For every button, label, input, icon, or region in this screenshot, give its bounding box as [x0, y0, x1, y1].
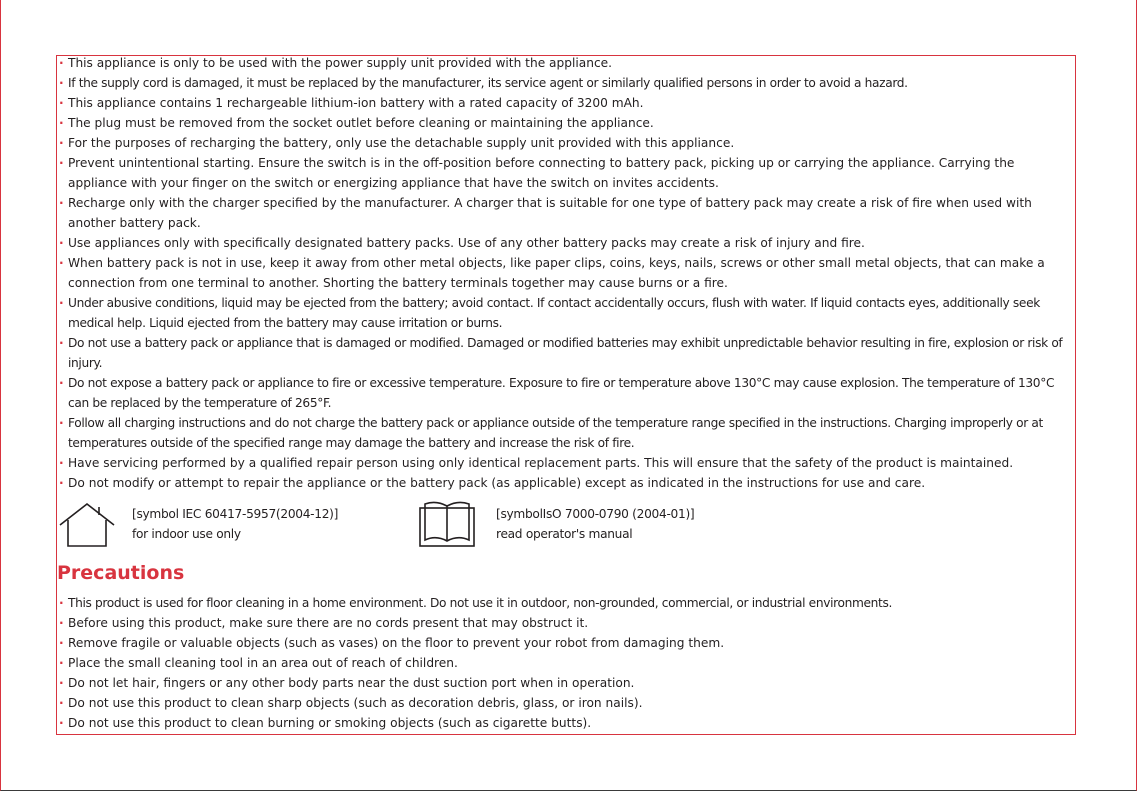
list-item: · If the supply cord is damaged, it must be replaced by the manufacturer, its service agent or similarly qualified persons in order to avoid a hazard.: [57, 73, 1075, 93]
list-item: · Under abusive conditions, liquid may be ejected from the battery; avoid contact. If contact accidentally occurs, flush with water. If liquid contacts eyes, additionally seek medical help. Liquid ejected from the battery may cause irritation or burns.: [57, 293, 1075, 333]
list-item: · Do not expose a battery pack or appliance to fire or excessive temperature. Exposure to fire or temperature above 130°C may cause explosion. The temperature of 130°C can be replaced by the temperature of 265°F.: [57, 373, 1075, 413]
list-item: · Prevent unintentional starting. Ensure the switch is in the off-position before connecting to battery pack, picking up or carrying the appliance. Carrying the appliance with your finger on the switch or energizing appliance that have the switch on invites accidents.: [57, 153, 1075, 193]
list-item: · For the purposes of recharging the battery, only use the detachable supply unit provided with this appliance.: [57, 133, 1075, 153]
list-item: · This appliance contains 1 rechargeable lithium-ion battery with a rated capacity of 3200 mAh.: [57, 93, 1075, 113]
list-item: · Recharge only with the charger specified by the manufacturer. A charger that is suitable for one type of battery pack may create a risk of fire when used with another battery pack.: [57, 193, 1075, 233]
precautions-heading: Precautions: [57, 562, 185, 584]
list-item: · Remove fragile or valuable objects (such as vases) on the floor to prevent your robot from damaging them.: [57, 633, 1075, 653]
indoor-symbol-description: for indoor use only: [132, 527, 241, 541]
list-item: · This product is used for floor cleaning in a home environment. Do not use it in outdoor, non-grounded, commercial, or industrial environments.: [57, 593, 1075, 613]
list-item: · When battery pack is not in use, keep it away from other metal objects, like paper clips, coins, keys, nails, screws or other small metal objects, that can make a connection from one terminal to another. Shorting the battery terminals together may cause burns or a fire.: [57, 253, 1075, 293]
manual-symbol-description: read operator's manual: [496, 527, 633, 541]
list-item: · Do not use this product to clean sharp objects (such as decoration debris, glass, or iron nails).: [57, 693, 1075, 713]
list-item: · Before using this product, make sure there are no cords present that may obstruct it.: [57, 613, 1075, 633]
list-item: · Follow all charging instructions and do not charge the battery pack or appliance outside of the temperature range specified in the instructions. Charging improperly or at temperatures outside of the specified range may damage the battery and increase the risk of fire.: [57, 413, 1075, 453]
list-item: · The plug must be removed from the socket outlet before cleaning or maintaining the appliance.: [57, 113, 1075, 133]
list-item: · Do not use a battery pack or appliance that is damaged or modified. Damaged or modified batteries may exhibit unpredictable behavior resulting in fire, explosion or risk of injury.: [57, 333, 1075, 373]
manual-content-box: [56, 55, 1076, 735]
precautions-list: [57, 593, 1075, 733]
list-item: · Place the small cleaning tool in an area out of reach of children.: [57, 653, 1075, 673]
list-item: · Do not use this product to clean burning or smoking objects (such as cigarette butts).: [57, 713, 1075, 733]
list-item: · This appliance is only to be used with the power supply unit provided with the appliance.: [57, 53, 1075, 73]
manual-symbol-label: [symbolIsO 7000-0790 (2004-01)]: [496, 507, 695, 521]
symbols-row: [57, 502, 1075, 550]
safety-instructions-list: [57, 53, 1075, 493]
list-item: · Do not let hair, fingers or any other body parts near the dust suction port when in operation.: [57, 673, 1075, 693]
list-item: · Do not modify or attempt to repair the appliance or the battery pack (as applicable) except as indicated in the instructions for use and care.: [57, 473, 1075, 493]
list-item: · Use appliances only with specifically designated battery packs. Use of any other battery packs may create a risk of injury and fire.: [57, 233, 1075, 253]
indoor-symbol-label: [symbol IEC 60417-5957(2004-12)]: [132, 507, 339, 521]
list-item: · Have servicing performed by a qualified repair person using only identical replacement parts. This will ensure that the safety of the product is maintained.: [57, 453, 1075, 473]
house-icon: [59, 502, 115, 548]
open-book-icon: [419, 500, 475, 548]
